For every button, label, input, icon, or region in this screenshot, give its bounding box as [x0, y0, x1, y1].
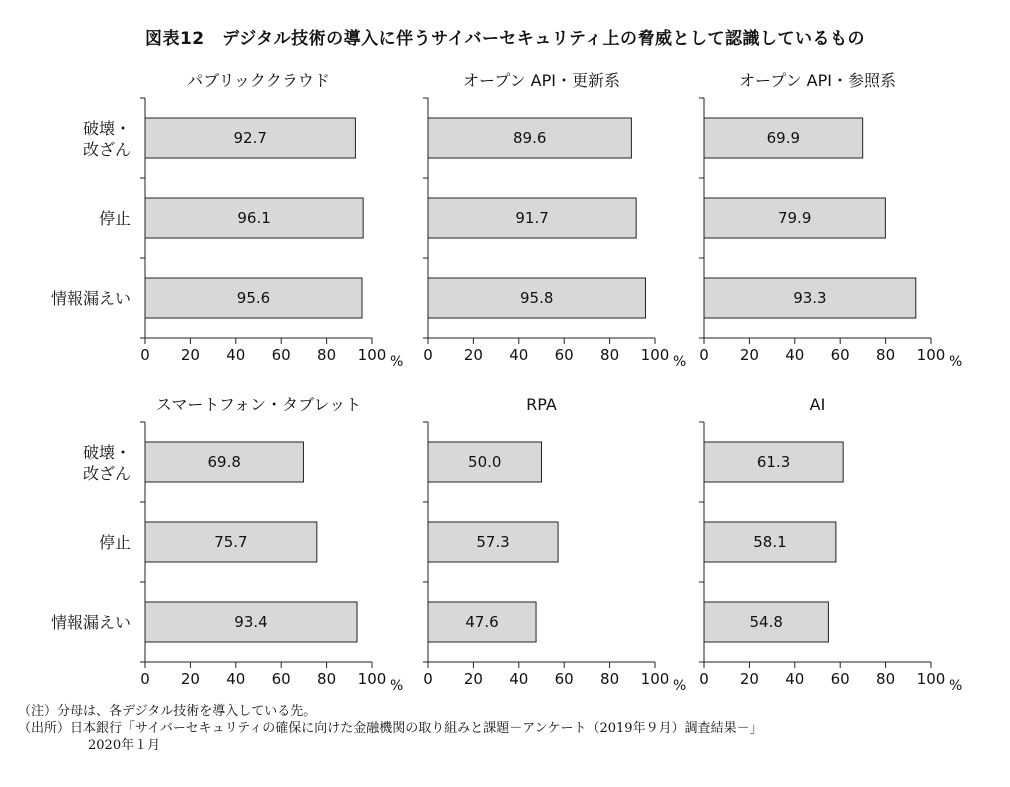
x-tick-label: 40: [226, 670, 246, 688]
data-label: 93.3: [793, 289, 827, 307]
category-label-line: 情報漏えい: [50, 613, 131, 632]
chart-title: スマートフォン・タブレット: [155, 395, 362, 414]
chart-panel-2: [423, 71, 686, 370]
x-tick-label: 80: [600, 670, 620, 688]
category-label-line: 停止: [98, 533, 131, 552]
chart-title: パブリッククラウド: [187, 71, 330, 90]
chart-title: オープン API・更新系: [463, 71, 620, 90]
category-label-line: 停止: [98, 209, 131, 228]
data-label: 75.7: [214, 533, 248, 551]
data-label: 69.9: [766, 129, 801, 147]
data-label: 95.8: [520, 289, 554, 307]
data-label: 93.4: [234, 613, 268, 631]
chart-panel-6: [699, 395, 962, 694]
data-label: 91.7: [515, 209, 549, 227]
source-text: （出所）日本銀行「サイバーセキュリティの確保に向けた金融機関の取り組みと課題－アンケート（2019年９月）調査結果－」: [18, 721, 763, 736]
figure-title: 図表12 デジタル技術の導入に伴うサイバーセキュリティ上の脅威として認識しているもの: [144, 29, 866, 49]
x-tick-label: 0: [699, 346, 709, 364]
data-label: 47.6: [465, 613, 499, 631]
x-unit-label: %: [673, 678, 687, 694]
x-tick-label: 100: [916, 346, 946, 364]
data-label: 96.1: [237, 209, 271, 227]
x-tick-label: 20: [180, 346, 200, 364]
x-unit-label: %: [949, 678, 963, 694]
data-label: 54.8: [749, 613, 783, 631]
data-label: 95.6: [236, 289, 271, 307]
x-tick-label: 100: [640, 670, 670, 688]
x-tick-label: 20: [463, 346, 483, 364]
x-tick-label: 80: [876, 346, 896, 364]
x-unit-label: %: [949, 354, 963, 370]
data-label: 58.1: [753, 533, 787, 551]
category-label: [99, 209, 131, 228]
x-tick-label: 20: [739, 670, 759, 688]
category-label: [83, 443, 131, 483]
note-text: （注）分母は、各デジタル技術を導入している先。: [18, 704, 317, 719]
chart-panel-1: [51, 71, 403, 370]
x-tick-label: 100: [357, 346, 387, 364]
x-unit-label: %: [390, 678, 404, 694]
category-label: [99, 533, 131, 552]
x-tick-label: 40: [785, 346, 805, 364]
x-unit-label: %: [390, 354, 404, 370]
x-tick-label: 100: [640, 346, 670, 364]
x-tick-label: 20: [739, 346, 759, 364]
chart-title: RPA: [526, 395, 557, 414]
category-label-line: 情報漏えい: [50, 289, 131, 308]
x-tick-label: 80: [317, 670, 337, 688]
x-tick-label: 40: [226, 346, 246, 364]
data-label: 61.3: [756, 453, 791, 471]
data-label: 92.7: [233, 129, 267, 147]
x-tick-label: 80: [317, 346, 337, 364]
x-tick-label: 40: [509, 670, 529, 688]
x-tick-label: 100: [357, 670, 387, 688]
x-tick-label: 0: [423, 346, 433, 364]
x-tick-label: 0: [140, 346, 150, 364]
x-tick-label: 60: [830, 670, 850, 688]
x-tick-label: 20: [180, 670, 200, 688]
x-tick-label: 80: [600, 346, 620, 364]
chart-title: オープン API・参照系: [739, 71, 896, 90]
x-tick-label: 80: [876, 670, 896, 688]
x-tick-label: 60: [554, 346, 574, 364]
x-unit-label: %: [673, 354, 687, 370]
x-tick-label: 60: [271, 346, 291, 364]
x-tick-label: 40: [509, 346, 529, 364]
data-label: 50.0: [468, 453, 502, 471]
data-label: 69.8: [207, 453, 241, 471]
x-tick-label: 0: [423, 670, 433, 688]
data-label: 79.9: [777, 209, 812, 227]
x-tick-label: 60: [271, 670, 291, 688]
notes: [18, 703, 763, 754]
chart-title: AI: [809, 395, 826, 414]
x-tick-label: 20: [463, 670, 483, 688]
x-tick-label: 0: [140, 670, 150, 688]
category-label-line: 破壊・: [82, 119, 131, 138]
category-label: [83, 119, 131, 159]
chart-panel-5: [423, 395, 686, 694]
source-date: 2020年１月: [88, 738, 161, 753]
category-label-line: 改ざん: [82, 140, 131, 159]
data-label: 57.3: [476, 533, 510, 551]
category-label-line: 改ざん: [82, 464, 131, 483]
category-label: [51, 613, 131, 632]
x-tick-label: 60: [830, 346, 850, 364]
data-label: 89.6: [512, 129, 547, 147]
chart-panel-4: [51, 395, 403, 694]
x-tick-label: 60: [554, 670, 574, 688]
category-label: [51, 289, 131, 308]
x-tick-label: 40: [785, 670, 805, 688]
chart-panel-3: [699, 71, 962, 370]
x-tick-label: 0: [699, 670, 709, 688]
category-label-line: 破壊・: [82, 443, 131, 462]
x-tick-label: 100: [916, 670, 946, 688]
